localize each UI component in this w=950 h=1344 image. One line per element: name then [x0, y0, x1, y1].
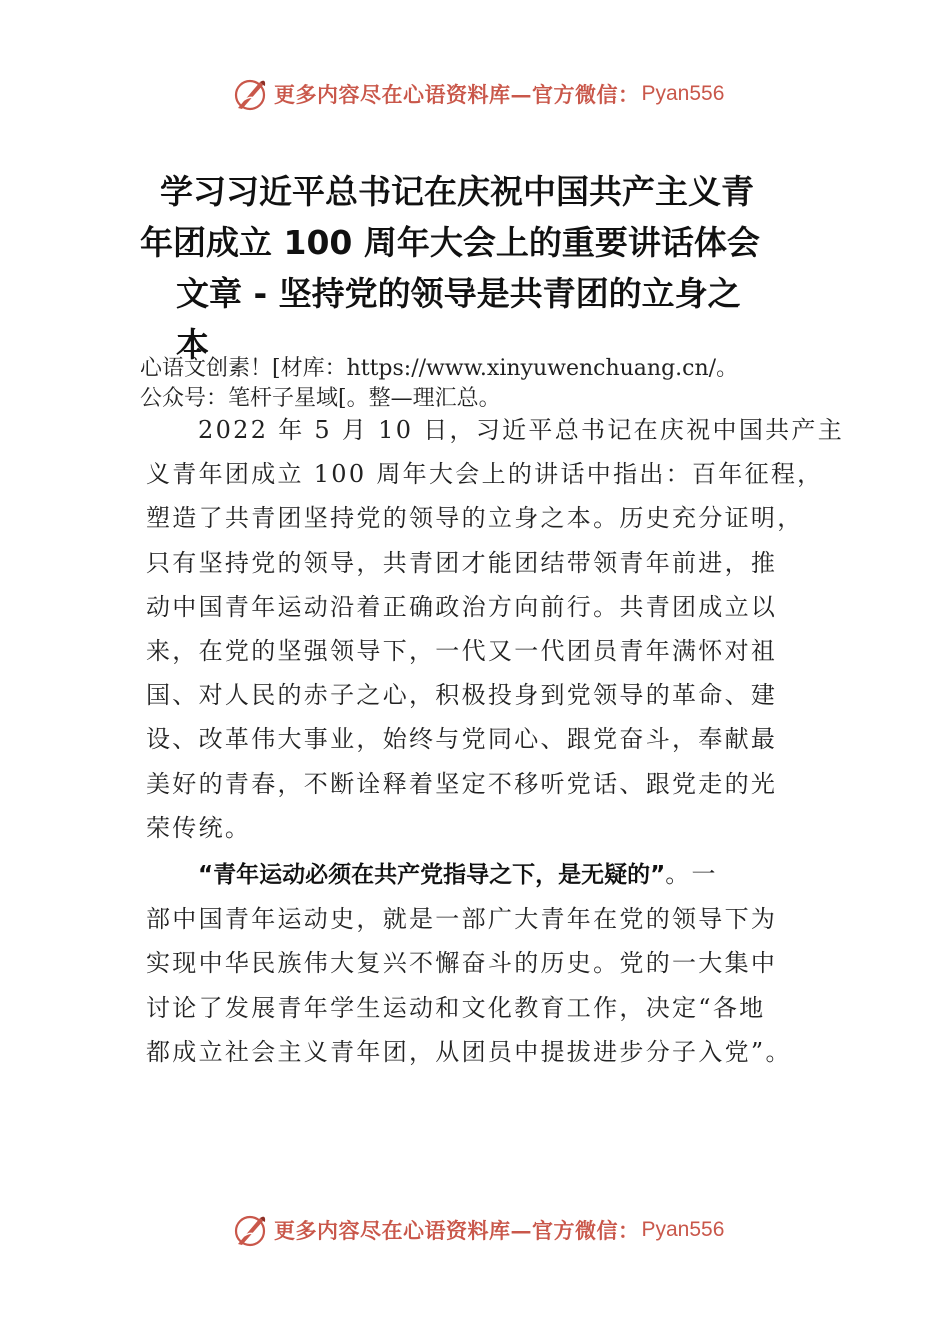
title-line: 文章 - 坚持党的领导是共青团的立身之 [176, 274, 741, 313]
source-line: 公众号：笔杆子星域[。整—理汇总。 [140, 386, 501, 411]
footer-watermark [0, 1208, 950, 1252]
paragraph-line: 动中国青年运动沿着正确政治方向前行。共青团成立以 [146, 592, 778, 621]
paragraph-line [146, 852, 836, 897]
wechat-id: Pyan556 [641, 1218, 725, 1241]
body-paragraph-1 [146, 408, 845, 850]
header-watermark [0, 72, 950, 116]
title-line: 年团成立 100 周年大会上的重要讲话体会 [140, 223, 760, 262]
paragraph-line: 来，在党的坚强领导下，一代又一代团员青年满怀对祖 [146, 637, 778, 666]
title-line: 本 [176, 325, 209, 364]
paragraph-line: 2022 年 5 月 10 日，习近平总书记在庆祝中国共产主 [198, 416, 845, 444]
source-line: 心语文创素！[材库：https://www.xinyuwenchuang.cn/。 [140, 356, 739, 381]
quill-pen-icon [232, 76, 268, 112]
document-title [140, 166, 820, 370]
title-line: 学习习近平总书记在庆祝中国共产主义青 [160, 172, 754, 211]
paragraph-line: 荣传统。 [146, 813, 252, 842]
paragraph-line: 实现中华民族伟大复兴不懈奋斗的历史。党的一大集中 [146, 949, 778, 978]
wechat-id: Pyan556 [641, 82, 725, 105]
paragraph-line: 塑造了共青团坚持党的领导的立身之本。历史充分证明， [146, 504, 804, 533]
paragraph-line: 只有坚持党的领导，共青团才能团结带领青年前进，推 [146, 548, 778, 577]
body-paragraph-2 [146, 852, 836, 1074]
source-note [140, 354, 840, 414]
paragraph-line: 部中国青年运动史，就是一部广大青年在党的领导下为 [146, 905, 778, 934]
quill-pen-icon [232, 1212, 268, 1248]
watermark-text: 更多内容尽在心语资料库—官方微信： [274, 82, 640, 107]
watermark-text: 更多内容尽在心语资料库—官方微信： [274, 1218, 640, 1243]
paragraph-line: 讨论了发展青年学生运动和文化教育工作，决定“各地 [146, 993, 766, 1022]
paragraph-line: 义青年团成立 100 周年大会上的讲话中指出：百年征程， [146, 460, 824, 489]
paragraph-line: 设、改革伟大事业，始终与党同心、跟党奋斗，奉献最 [146, 725, 778, 754]
paragraph-line: 都成立社会主义青年团，从团员中提拔进步分子入党”。 [146, 1037, 792, 1066]
quoted-statement: “青年运动必须在共产党指导之下，是无疑的” [198, 862, 666, 888]
paragraph-line: 国、对人民的赤子之心，积极投身到党领导的革命、建 [146, 681, 778, 710]
paragraph-line-rest: 。一 [665, 860, 718, 888]
paragraph-line: 美好的青春，不断诠释着坚定不移听党话、跟党走的光 [146, 769, 778, 798]
